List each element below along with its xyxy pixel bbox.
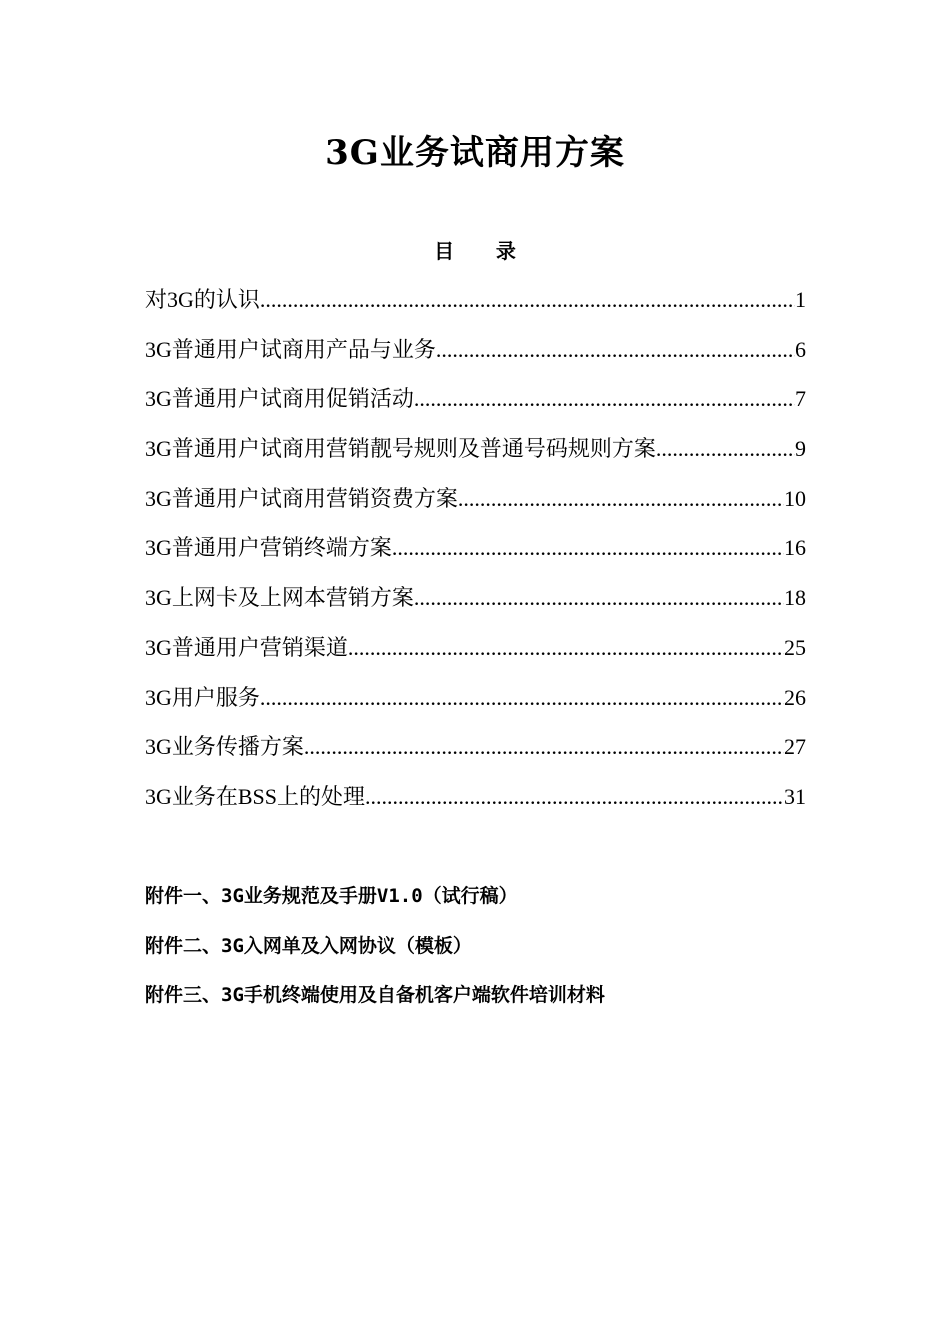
document-title: 3G业务试商用方案 xyxy=(325,133,625,173)
toc-entry-title: 3G普通用户营销终端方案 xyxy=(145,535,392,561)
toc-page-number: 31 xyxy=(784,783,806,809)
toc-dot-leader xyxy=(348,633,784,663)
toc-dot-leader xyxy=(392,533,784,563)
toc-entry-title: 3G用户服务 xyxy=(145,684,260,710)
toc-dot-leader xyxy=(436,335,795,365)
toc-entry-datacard-netbook[interactable] xyxy=(145,583,806,633)
toc-dot-leader xyxy=(414,583,784,613)
toc-entry-title: 3G上网卡及上网本营销方案 xyxy=(145,585,414,611)
toc-dot-leader xyxy=(304,732,784,762)
toc-entry-title: 3G普通用户试商用促销活动 xyxy=(145,386,414,412)
toc-heading: 目 录 xyxy=(434,239,516,263)
toc-entry-number-rules[interactable] xyxy=(145,434,806,484)
toc-entry-communication-plan[interactable] xyxy=(145,732,806,782)
toc-page-number: 7 xyxy=(795,386,806,412)
attachment-3[interactable]: 附件三、3G手机终端使用及自备机客户端软件培训材料 xyxy=(145,984,605,1006)
toc-dot-leader xyxy=(656,434,795,464)
toc-dot-leader xyxy=(365,782,784,812)
toc-entry-title: 3G普通用户试商用营销靓号规则及普通号码规则方案 xyxy=(145,436,656,462)
toc-entry-tariff-plan[interactable] xyxy=(145,484,806,534)
toc-entry-user-service[interactable] xyxy=(145,683,806,733)
toc-entry-title: 3G普通用户试商用产品与业务 xyxy=(145,336,436,362)
toc-page-number: 16 xyxy=(784,535,806,561)
toc-entry-understanding-3g[interactable] xyxy=(145,285,806,335)
attachment-list xyxy=(145,880,845,1029)
toc-dot-leader xyxy=(260,683,784,713)
toc-entry-terminal-plan[interactable] xyxy=(145,533,806,583)
toc-page-number: 26 xyxy=(784,684,806,710)
toc-entry-promotions[interactable] xyxy=(145,384,806,434)
toc-dot-leader xyxy=(414,384,795,414)
toc-entry-channels[interactable] xyxy=(145,633,806,683)
toc-page-number: 6 xyxy=(795,336,806,362)
toc-entry-title: 3G业务传播方案 xyxy=(145,734,304,760)
toc-dot-leader xyxy=(458,484,784,514)
toc-entry-bss-processing[interactable] xyxy=(145,782,806,832)
attachment-2[interactable]: 附件二、3G入网单及入网协议（模板） xyxy=(145,934,472,957)
toc-page-number: 27 xyxy=(784,734,806,760)
toc-page-number: 25 xyxy=(784,634,806,660)
toc-page-number: 9 xyxy=(795,436,806,462)
toc-entry-title: 3G业务在BSS上的处理 xyxy=(145,783,366,809)
table-of-contents xyxy=(145,285,806,832)
toc-entry-title: 3G普通用户营销渠道 xyxy=(145,634,348,660)
toc-page-number: 10 xyxy=(784,485,806,511)
attachment-1[interactable]: 附件一、3G业务规范及手册V1.0（试行稿） xyxy=(145,885,518,907)
toc-page-number: 18 xyxy=(784,585,806,611)
toc-entry-title: 对3G的认识 xyxy=(145,287,260,312)
toc-entry-title: 3G普通用户试商用营销资费方案 xyxy=(145,485,458,511)
toc-page-number: 1 xyxy=(795,287,806,312)
toc-dot-leader xyxy=(260,285,795,315)
toc-entry-products-services[interactable] xyxy=(145,335,806,385)
